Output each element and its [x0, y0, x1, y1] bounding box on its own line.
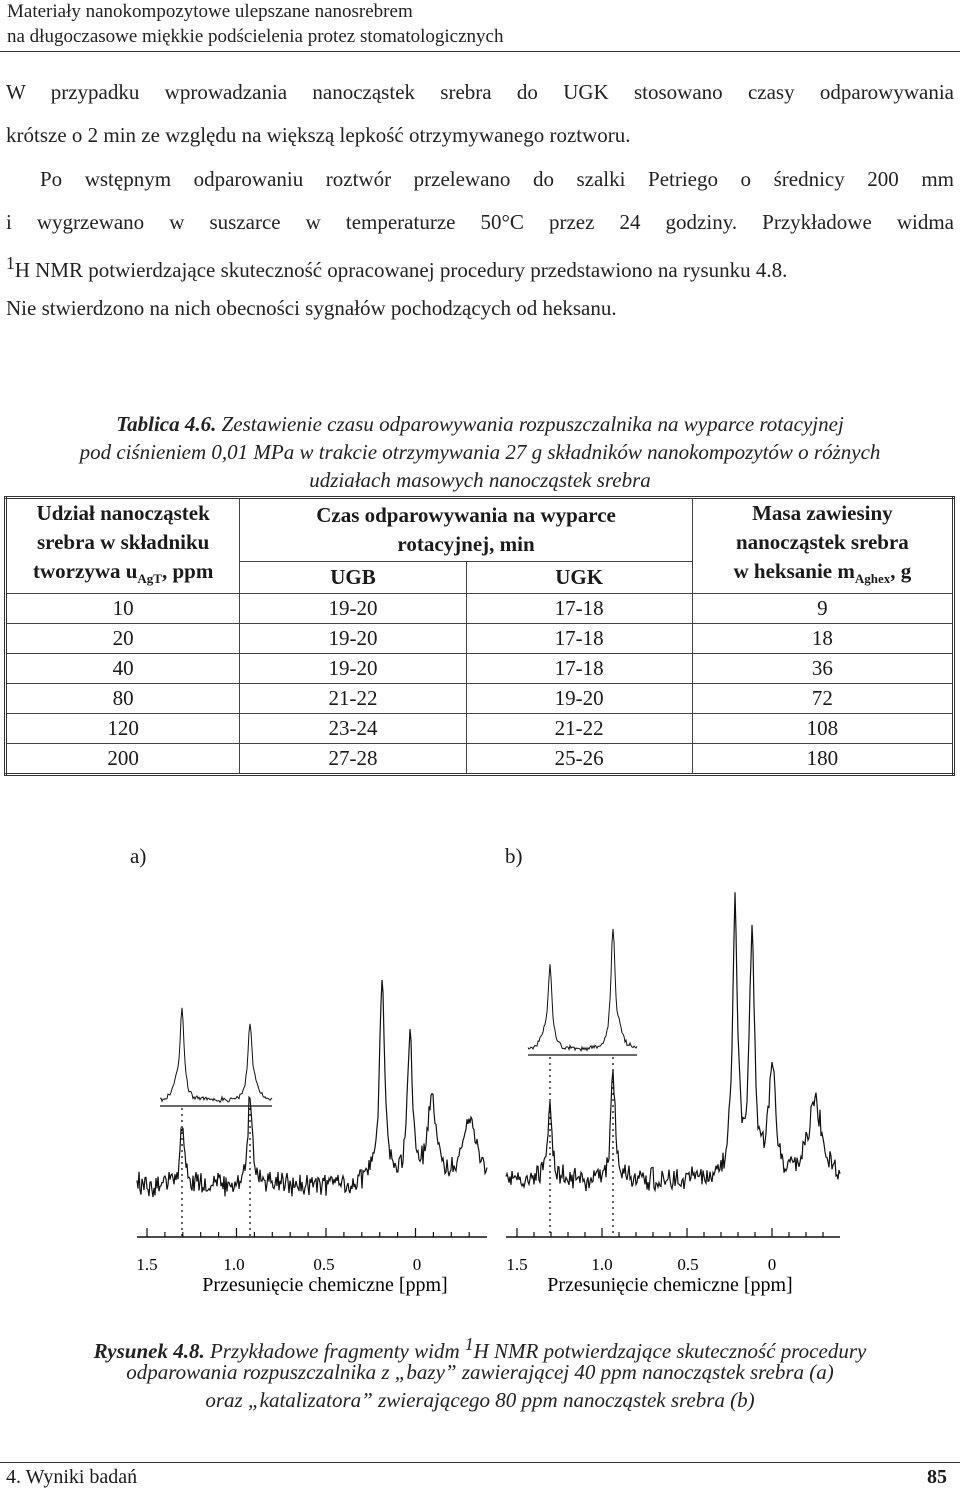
tick-a-4: 0	[412, 1255, 422, 1274]
panel-a-label: a)	[130, 844, 147, 868]
tick-a-1: 1.5	[136, 1255, 158, 1274]
tick-b-1: 1.5	[506, 1255, 528, 1274]
table-row	[6, 714, 954, 744]
table-caption-label: Tablica 4.6.	[116, 412, 217, 436]
footer-chapter: 4. Wyniki badań	[6, 1466, 138, 1488]
nmr-superscript: 1	[6, 253, 15, 273]
p2-line1: Po wstępnym odparowaniu roztwór przelewano do szalki Petriego o średnicy 200 mm	[40, 167, 954, 191]
h1-line1: Udział nanocząstek	[36, 501, 210, 525]
cell-ugk: 17-18	[466, 594, 692, 624]
h3-line3-text: w heksanie m	[733, 559, 855, 583]
figure-caption-sup: 1	[464, 1334, 474, 1354]
tick-a-3: 0.5	[313, 1255, 335, 1274]
h3-tail: , g	[890, 559, 912, 583]
evaporation-table	[4, 496, 955, 776]
cell-ugb: 23-24	[240, 714, 466, 744]
cell-mass: 18	[692, 624, 953, 654]
spectrum-b-inset-trace	[528, 929, 637, 1051]
table-caption-text1: Zestawienie czasu odparowywania rozpuszczalnika na wyparce rotacyjnej	[216, 412, 844, 436]
cell-content: 200	[6, 744, 240, 775]
p2-line4: Nie stwierdzono na nich obecności sygnałów pochodzących od heksanu.	[6, 296, 617, 320]
cell-content: 120	[6, 714, 240, 744]
header-rule	[0, 51, 960, 52]
cell-ugb: 21-22	[240, 684, 466, 714]
cell-mass: 36	[692, 654, 953, 684]
header-suspension-mass	[692, 498, 953, 594]
figure-caption-label: Rysunek 4.8.	[93, 1339, 205, 1363]
figure-caption-line3: oraz „katalizatora” zwierającego 80 ppm nanocząstek srebra (b)	[205, 1388, 755, 1412]
running-header-line2: na długoczasowe miękkie podścielenia protez stomatologicznych	[7, 26, 504, 47]
footer-rule	[0, 1462, 960, 1463]
tick-b-4: 0	[767, 1255, 777, 1274]
cell-mass: 72	[692, 684, 953, 714]
figure-caption-line2: odparowania rozpuszczalnika z „bazy” zawierającej 40 ppm nanocząstek srebra (a)	[126, 1360, 834, 1384]
h3-line3	[693, 557, 952, 593]
h1-line2: srebra w składniku	[37, 530, 210, 554]
table-caption-line3: udziałach masowych nanocząstek srebra	[309, 468, 651, 492]
cell-ugk: 17-18	[466, 654, 692, 684]
table-row	[6, 744, 954, 775]
cell-mass: 108	[692, 714, 953, 744]
footer-page-number: 85	[927, 1466, 947, 1488]
cell-content: 80	[6, 684, 240, 714]
h3-line1: Masa zawiesiny	[752, 501, 893, 525]
panel-b-label: b)	[505, 844, 523, 868]
p1-line2: krótsze o 2 min ze względu na większą lepkość otrzymywanego roztworu.	[6, 123, 631, 147]
xlabel-a: Przesunięcie chemiczne [ppm]	[202, 1274, 448, 1296]
spectrum-a	[136, 980, 487, 1296]
h2-line1: Czas odparowywania na wyparce	[316, 503, 616, 528]
cell-ugb: 27-28	[240, 744, 466, 775]
p1-line1: W przypadku wprowadzania nanocząstek srebra do UGK stosowano czasy odparowywania	[6, 80, 954, 104]
header-ugk: UGK	[466, 562, 692, 594]
spectrum-b	[506, 892, 840, 1296]
cell-content: 40	[6, 654, 240, 684]
figure-caption-text1a: Przykładowe fragmenty widm	[204, 1339, 465, 1363]
header-ugb: UGB	[240, 562, 466, 594]
table-row	[6, 624, 954, 654]
spectrum-a-inset-trace	[160, 1008, 272, 1103]
figure-caption-text1b: H NMR potwierdzające skuteczność procedury	[473, 1339, 867, 1363]
cell-content: 20	[6, 624, 240, 654]
cell-ugb: 19-20	[240, 594, 466, 624]
h3-line2: nanocząstek srebra	[735, 530, 909, 554]
nmr-spectra-figure	[0, 880, 960, 1310]
xlabel-b: Przesunięcie chemiczne [ppm]	[547, 1274, 793, 1296]
cell-content: 10	[6, 594, 240, 624]
cell-ugb: 19-20	[240, 624, 466, 654]
cell-mass: 180	[692, 744, 953, 775]
cell-ugk: 25-26	[466, 744, 692, 775]
h1-line3	[7, 557, 239, 593]
p2-line2: i wygrzewano w suszarce w temperaturze 50°C przez 24 godziny. Przykładowe widma	[6, 210, 954, 234]
running-header-line1: Materiały nanokompozytowe ulepszane nanosrebrem	[7, 1, 413, 22]
table-row	[6, 684, 954, 714]
table-row	[6, 594, 954, 624]
cell-ugk: 21-22	[466, 714, 692, 744]
header-silver-content	[6, 498, 240, 594]
cell-ugk: 17-18	[466, 624, 692, 654]
h3-sub: Aghex	[854, 571, 891, 587]
cell-ugb: 19-20	[240, 654, 466, 684]
tick-b-2: 1.0	[591, 1255, 613, 1274]
h2-line2: rotacyjnej, min	[397, 532, 535, 557]
spectrum-a-trace	[137, 980, 487, 1197]
cell-mass: 9	[692, 594, 953, 624]
table-row	[6, 654, 954, 684]
table-caption-line2: pod ciśnieniem 0,01 MPa w trakcie otrzymywania 27 g składników nanokompozytów o różnych	[79, 440, 881, 464]
spectrum-a-tickmarks	[147, 1228, 469, 1237]
p2-line3	[6, 253, 954, 283]
h1-tail: , ppm	[161, 559, 214, 583]
tick-b-3: 0.5	[677, 1255, 699, 1274]
p2-line3-text: H NMR potwierdzające skuteczność opracowanej procedury przedstawiono na rysunku 4.8.	[14, 258, 788, 282]
h1-line3-text: tworzywa u	[33, 559, 138, 583]
spectrum-b-tickmarks	[517, 1228, 823, 1237]
spectrum-b-trace	[506, 892, 840, 1191]
cell-ugk: 19-20	[466, 684, 692, 714]
table-caption-line1	[0, 410, 960, 438]
tick-a-2: 1.0	[223, 1255, 245, 1274]
h1-sub: AgT	[137, 571, 162, 587]
header-evaporation-time	[240, 498, 692, 562]
